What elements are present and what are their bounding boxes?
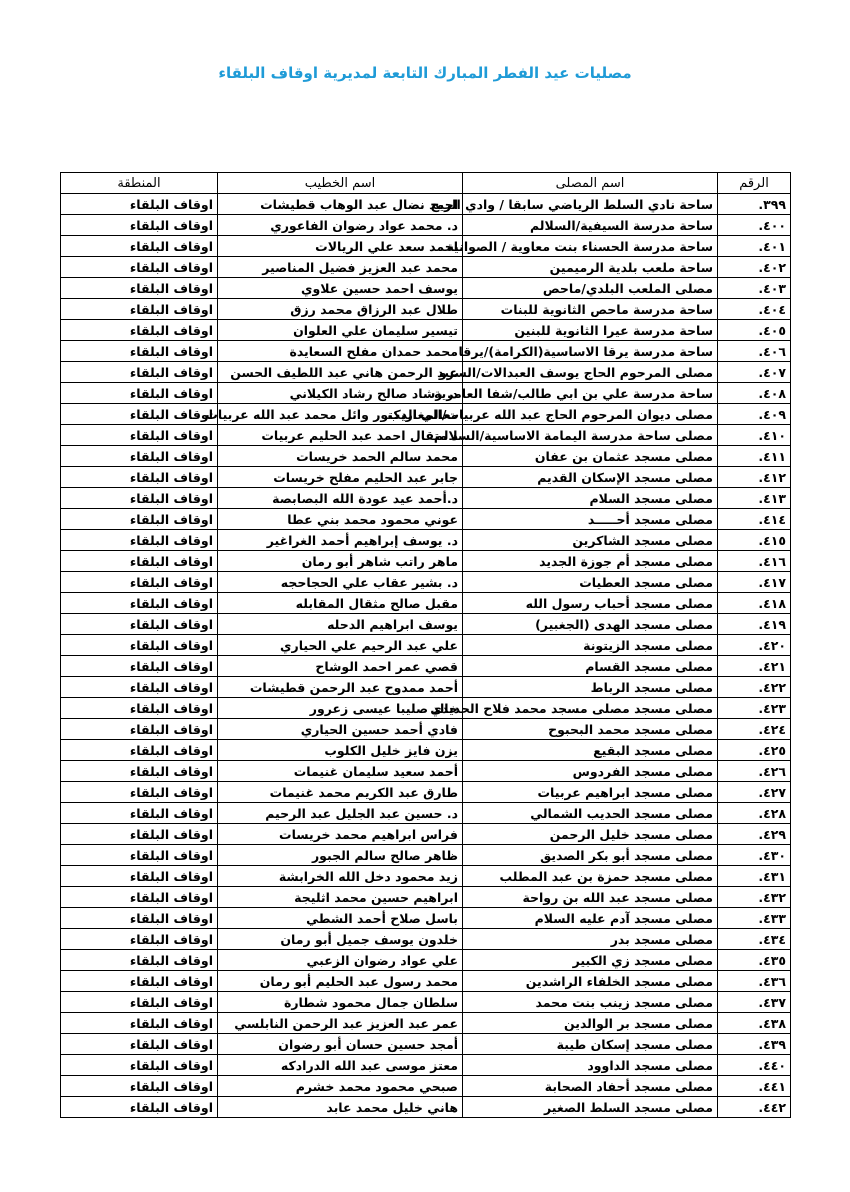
row-musalla: مصلى مسجد ابراهيم عربيات xyxy=(463,782,718,803)
row-khateeb: مقبل صالح مثقال المقابله xyxy=(218,593,463,614)
row-khateeb: فراس ابراهيم محمد خريسات xyxy=(218,824,463,845)
row-musalla: مصلى مسجد الرباط xyxy=(463,677,718,698)
row-number: ٤٣٣. xyxy=(718,908,791,929)
row-region: اوقاف البلقاء xyxy=(61,887,218,908)
row-region: اوقاف البلقاء xyxy=(61,698,218,719)
table-row xyxy=(61,572,791,593)
row-khateeb: أحمد سعيد سليمان غنيمات xyxy=(218,761,463,782)
row-number: ٤٢٤. xyxy=(718,719,791,740)
table-row xyxy=(61,656,791,677)
row-region: اوقاف البلقاء xyxy=(61,1034,218,1055)
row-musalla: مصلى مسجد الهدى (الجغبير) xyxy=(463,614,718,635)
row-region: اوقاف البلقاء xyxy=(61,341,218,362)
row-region: اوقاف البلقاء xyxy=(61,992,218,1013)
table-row xyxy=(61,299,791,320)
row-musalla: مصلى مسجد عثمان بن عفان xyxy=(463,446,718,467)
row-number: ٤١٧. xyxy=(718,572,791,593)
row-region: اوقاف البلقاء xyxy=(61,719,218,740)
row-number: ٤١٥. xyxy=(718,530,791,551)
table-row xyxy=(61,1034,791,1055)
row-number: ٤٠٧. xyxy=(718,362,791,383)
table-row xyxy=(61,593,791,614)
row-region: اوقاف البلقاء xyxy=(61,215,218,236)
row-region: اوقاف البلقاء xyxy=(61,404,218,425)
table-row xyxy=(61,887,791,908)
table-row xyxy=(61,257,791,278)
row-khateeb: جابر عبد الحليم مفلح خريسات xyxy=(218,467,463,488)
row-musalla: مصلى مسجد البقيع xyxy=(463,740,718,761)
row-khateeb: محمد حمدان مفلح السعايدة xyxy=(218,341,463,362)
row-region: اوقاف البلقاء xyxy=(61,803,218,824)
row-khateeb: علي عبد الرحيم علي الحياري xyxy=(218,635,463,656)
row-musalla: مصلى الملعب البلدي/ماحص xyxy=(463,278,718,299)
table-row xyxy=(61,404,791,425)
row-number: ٤٠١. xyxy=(718,236,791,257)
table-header-row xyxy=(61,173,791,194)
row-number: ٤٣٢. xyxy=(718,887,791,908)
row-khateeb: باسل صلاح أحمد الشطي xyxy=(218,908,463,929)
table-row xyxy=(61,551,791,572)
row-khateeb: معالي الدكتور وائل محمد عبد الله عربيات xyxy=(218,404,463,425)
row-khateeb: علي عواد رضوان الزعبي xyxy=(218,950,463,971)
row-number: ٤١٦. xyxy=(718,551,791,572)
row-number: ٤٢٣. xyxy=(718,698,791,719)
row-musalla: مصلى مسجد زينب بنت محمد xyxy=(463,992,718,1013)
row-number: ٤٤٢. xyxy=(718,1097,791,1118)
row-musalla: مصلى مسجد الداوود xyxy=(463,1055,718,1076)
header-region: المنطقة xyxy=(61,173,218,194)
row-khateeb: عمر عبد العزيز عبد الرحمن النابلسي xyxy=(218,1013,463,1034)
header-musalla: اسم المصلى xyxy=(463,173,718,194)
table-row xyxy=(61,215,791,236)
row-number: ٤٣١. xyxy=(718,866,791,887)
row-khateeb: معتز موسى عبد الله الدرادكه xyxy=(218,1055,463,1076)
row-musalla: ساحة مدرسة ماحص الثانوية للبنات xyxy=(463,299,718,320)
row-khateeb: د متقال احمد عبد الحليم عربيات xyxy=(218,425,463,446)
row-khateeb: ابراهيم حسين محمد اثليجة xyxy=(218,887,463,908)
row-number: ٤٢٧. xyxy=(718,782,791,803)
row-number: ٤٠٩. xyxy=(718,404,791,425)
row-number: ٤٣٠. xyxy=(718,845,791,866)
row-region: اوقاف البلقاء xyxy=(61,383,218,404)
row-khateeb: احمد نضال عبد الوهاب قطيشات xyxy=(218,194,463,215)
row-number: ٤٠٣. xyxy=(718,278,791,299)
row-musalla: مصلى مسجد بر الوالدين xyxy=(463,1013,718,1034)
row-musalla: مصلى مسجد أحـــــد xyxy=(463,509,718,530)
row-number: ٤٣٨. xyxy=(718,1013,791,1034)
row-khateeb: عبد الرحمن هاني عبد اللطيف الحسن xyxy=(218,362,463,383)
row-musalla: مصلى مسجد السلط الصغير xyxy=(463,1097,718,1118)
row-region: اوقاف البلقاء xyxy=(61,950,218,971)
row-region: اوقاف البلقاء xyxy=(61,236,218,257)
row-musalla: مصلى مسجد أحفاد الصحابة xyxy=(463,1076,718,1097)
row-musalla: ساحة مدرسة يرقا الاساسية(الكرامة)/يرقا xyxy=(463,341,718,362)
table-row xyxy=(61,320,791,341)
table-row xyxy=(61,803,791,824)
row-khateeb: د. يوسف إبراهيم أحمد الغراغير xyxy=(218,530,463,551)
row-number: ٤١٨. xyxy=(718,593,791,614)
row-number: ٤٢٠. xyxy=(718,635,791,656)
row-musalla: مصلى مسجد أبو بكر الصديق xyxy=(463,845,718,866)
table-body xyxy=(61,194,791,1118)
row-number: ٤٢٨. xyxy=(718,803,791,824)
row-khateeb: يوسف ابراهيم الدحله xyxy=(218,614,463,635)
row-khateeb: د. حسين عبد الجليل عبد الرحيم xyxy=(218,803,463,824)
header-number: الرقم xyxy=(718,173,791,194)
row-khateeb: أمجد حسين حسان أبو رضوان xyxy=(218,1034,463,1055)
row-number: ٤٣٩. xyxy=(718,1034,791,1055)
table-row xyxy=(61,362,791,383)
row-musalla: مصلى مسجد مصلى مسجد محمد فلاح الحديدي xyxy=(463,698,718,719)
row-khateeb: عوني محمود محمد بني عطا xyxy=(218,509,463,530)
row-number: ٣٩٩. xyxy=(718,194,791,215)
table-row xyxy=(61,194,791,215)
row-region: اوقاف البلقاء xyxy=(61,530,218,551)
row-number: ٤١٣. xyxy=(718,488,791,509)
row-region: اوقاف البلقاء xyxy=(61,761,218,782)
table-row xyxy=(61,971,791,992)
row-musalla: مصلى مسجد الزيتونة xyxy=(463,635,718,656)
row-number: ٤٠٥. xyxy=(718,320,791,341)
row-number: ٤٤٠. xyxy=(718,1055,791,1076)
table-row xyxy=(61,845,791,866)
row-musalla: مصلى مسجد العطيات xyxy=(463,572,718,593)
table-row xyxy=(61,383,791,404)
row-musalla: مصلى مسجد أحباب رسول الله xyxy=(463,593,718,614)
row-region: اوقاف البلقاء xyxy=(61,677,218,698)
row-khateeb: ظاهر صالح سالم الجبور xyxy=(218,845,463,866)
table-row xyxy=(61,929,791,950)
row-musalla: مصلى مسجد الخلفاء الراشدين xyxy=(463,971,718,992)
row-region: اوقاف البلقاء xyxy=(61,908,218,929)
table-row xyxy=(61,278,791,299)
row-region: اوقاف البلقاء xyxy=(61,614,218,635)
row-region: اوقاف البلقاء xyxy=(61,425,218,446)
row-number: ٤١٤. xyxy=(718,509,791,530)
row-musalla: ساحة مدرسة الحسناء بنت معاوية / الصوانية xyxy=(463,236,718,257)
table-row xyxy=(61,488,791,509)
table-row xyxy=(61,341,791,362)
row-number: ٤٣٦. xyxy=(718,971,791,992)
row-musalla: مصلى مسجد القسام xyxy=(463,656,718,677)
row-khateeb: تيسير سليمان علي العلوان xyxy=(218,320,463,341)
row-region: اوقاف البلقاء xyxy=(61,488,218,509)
row-musalla: ساحة مدرسة علي بن ابي طالب/شفا العامرية xyxy=(463,383,718,404)
row-musalla: مصلى مسجد بدر xyxy=(463,929,718,950)
table-row xyxy=(61,992,791,1013)
row-musalla: ساحة نادي السلط الرياضي سابقا / وادي الريح xyxy=(463,194,718,215)
row-region: اوقاف البلقاء xyxy=(61,257,218,278)
row-khateeb: احمد سعد علي الريالات xyxy=(218,236,463,257)
row-region: اوقاف البلقاء xyxy=(61,824,218,845)
table-row xyxy=(61,425,791,446)
row-number: ٤٣٧. xyxy=(718,992,791,1013)
row-khateeb: محمد عبد العزيز فضيل المناصير xyxy=(218,257,463,278)
table-row xyxy=(61,824,791,845)
row-khateeb: هاني خليل محمد عابد xyxy=(218,1097,463,1118)
table-row xyxy=(61,467,791,488)
table-row xyxy=(61,908,791,929)
row-number: ٤٢٢. xyxy=(718,677,791,698)
table-row xyxy=(61,1013,791,1034)
row-region: اوقاف البلقاء xyxy=(61,1076,218,1097)
table-row xyxy=(61,698,791,719)
row-musalla: مصلى مسجد الحديب الشمالي xyxy=(463,803,718,824)
header-khateeb: اسم الخطيب xyxy=(218,173,463,194)
row-region: اوقاف البلقاء xyxy=(61,971,218,992)
row-musalla: ساحة مدرسة عيرا الثانوية للبنين xyxy=(463,320,718,341)
row-khateeb: زيد محمود دخل الله الخرابشة xyxy=(218,866,463,887)
table-row xyxy=(61,782,791,803)
row-number: ٤٠٦. xyxy=(718,341,791,362)
row-region: اوقاف البلقاء xyxy=(61,593,218,614)
table-row xyxy=(61,509,791,530)
table-row xyxy=(61,1097,791,1118)
table-row xyxy=(61,1076,791,1097)
row-region: اوقاف البلقاء xyxy=(61,551,218,572)
row-number: ٤٢٦. xyxy=(718,761,791,782)
musallas-table xyxy=(60,172,791,1118)
row-region: اوقاف البلقاء xyxy=(61,929,218,950)
row-region: اوقاف البلقاء xyxy=(61,320,218,341)
row-musalla: مصلى مسجد محمد البحبوح xyxy=(463,719,718,740)
row-region: اوقاف البلقاء xyxy=(61,446,218,467)
row-khateeb: د. بشير عقاب علي الحجاحجه xyxy=(218,572,463,593)
row-region: اوقاف البلقاء xyxy=(61,509,218,530)
row-musalla: ساحة مدرسة السيفية/السلالم xyxy=(463,215,718,236)
table-row xyxy=(61,614,791,635)
page-title: مصليات عيد الفطر المبارك التابعة لمديرية اوقاف البلقاء xyxy=(218,64,632,82)
row-region: اوقاف البلقاء xyxy=(61,299,218,320)
row-region: اوقاف البلقاء xyxy=(61,467,218,488)
row-khateeb: خالد صليبا عيسى زعرور xyxy=(218,698,463,719)
row-region: اوقاف البلقاء xyxy=(61,740,218,761)
row-musalla: مصلى ساحة مدرسة اليمامة الاساسية/السلالم xyxy=(463,425,718,446)
row-khateeb: يزن فايز خليل الكلوب xyxy=(218,740,463,761)
row-region: اوقاف البلقاء xyxy=(61,362,218,383)
row-musalla: مصلى مسجد آدم عليه السلام xyxy=(463,908,718,929)
row-musalla: مصلى مسجد الفردوس xyxy=(463,761,718,782)
table-row xyxy=(61,446,791,467)
row-number: ٤٣٥. xyxy=(718,950,791,971)
row-khateeb: ماهر راتب شاهر أبو رمان xyxy=(218,551,463,572)
row-khateeb: د. محمد عواد رضوان الفاعوري xyxy=(218,215,463,236)
table-row xyxy=(61,635,791,656)
row-number: ٤٢١. xyxy=(718,656,791,677)
row-region: اوقاف البلقاء xyxy=(61,572,218,593)
row-khateeb: سلطان جمال محمود شطارة xyxy=(218,992,463,1013)
row-khateeb: د.أحمد عيد عودة الله البصابصة xyxy=(218,488,463,509)
row-musalla: ساحة ملعب بلدية الرميمين xyxy=(463,257,718,278)
row-musalla: مصلى مسجد زي الكبير xyxy=(463,950,718,971)
row-musalla: مصلى مسجد إسكان طيبة xyxy=(463,1034,718,1055)
row-khateeb: طارق عبد الكريم محمد غنيمات xyxy=(218,782,463,803)
row-musalla: مصلى مسجد الإسكان القديم xyxy=(463,467,718,488)
row-number: ٤١٩. xyxy=(718,614,791,635)
row-region: اوقاف البلقاء xyxy=(61,194,218,215)
row-number: ٤٠٨. xyxy=(718,383,791,404)
row-musalla: مصلى ديوان المرحوم الحاج عبد الله عربيات/المغاريب xyxy=(463,404,718,425)
row-region: اوقاف البلقاء xyxy=(61,656,218,677)
row-khateeb: خلدون يوسف جميل أبو رمان xyxy=(218,929,463,950)
row-musalla: مصلى مسجد السلام xyxy=(463,488,718,509)
row-khateeb: محمد رسول عبد الحليم أبو رمان xyxy=(218,971,463,992)
row-musalla: مصلى مسجد الشاكرين xyxy=(463,530,718,551)
table-row xyxy=(61,719,791,740)
row-musalla: مصلى مسجد حمزة بن عبد المطلب xyxy=(463,866,718,887)
row-number: ٤٣٤. xyxy=(718,929,791,950)
row-khateeb: طلال عبد الرزاق محمد رزق xyxy=(218,299,463,320)
table-row xyxy=(61,677,791,698)
row-region: اوقاف البلقاء xyxy=(61,1013,218,1034)
table-row xyxy=(61,866,791,887)
row-number: ٤١١. xyxy=(718,446,791,467)
row-region: اوقاف البلقاء xyxy=(61,1097,218,1118)
row-region: اوقاف البلقاء xyxy=(61,866,218,887)
row-number: ٤٢٩. xyxy=(718,824,791,845)
row-musalla: مصلى المرحوم الحاج يوسف العبدالات/السرو xyxy=(463,362,718,383)
table-row xyxy=(61,950,791,971)
row-region: اوقاف البلقاء xyxy=(61,1055,218,1076)
row-musalla: مصلى مسجد خليل الرحمن xyxy=(463,824,718,845)
row-musalla: مصلى مسجد عبد الله بن رواحة xyxy=(463,887,718,908)
row-number: ٤٠٢. xyxy=(718,257,791,278)
row-khateeb: أحمد ممدوح عبد الرحمن قطيشات xyxy=(218,677,463,698)
table-row xyxy=(61,1055,791,1076)
row-number: ٤٢٥. xyxy=(718,740,791,761)
table-row xyxy=(61,530,791,551)
row-khateeb: محمد سالم الحمد خريسات xyxy=(218,446,463,467)
row-number: ٤١٠. xyxy=(718,425,791,446)
row-region: اوقاف البلقاء xyxy=(61,635,218,656)
row-musalla: مصلى مسجد أم جوزة الجديد xyxy=(463,551,718,572)
row-khateeb: د. رشاد صالح رشاد الكيلاني xyxy=(218,383,463,404)
row-number: ٤٠٤. xyxy=(718,299,791,320)
table-row xyxy=(61,761,791,782)
row-khateeb: صبحي محمود محمد خشرم xyxy=(218,1076,463,1097)
row-khateeb: فادي أحمد حسين الحياري xyxy=(218,719,463,740)
row-number: ٤١٢. xyxy=(718,467,791,488)
row-region: اوقاف البلقاء xyxy=(61,782,218,803)
row-khateeb: قصي عمر احمد الوشاح xyxy=(218,656,463,677)
row-khateeb: يوسف احمد حسين علاوي xyxy=(218,278,463,299)
row-region: اوقاف البلقاء xyxy=(61,845,218,866)
table-row xyxy=(61,236,791,257)
row-number: ٤٠٠. xyxy=(718,215,791,236)
row-number: ٤٤١. xyxy=(718,1076,791,1097)
table-row xyxy=(61,740,791,761)
row-region: اوقاف البلقاء xyxy=(61,278,218,299)
